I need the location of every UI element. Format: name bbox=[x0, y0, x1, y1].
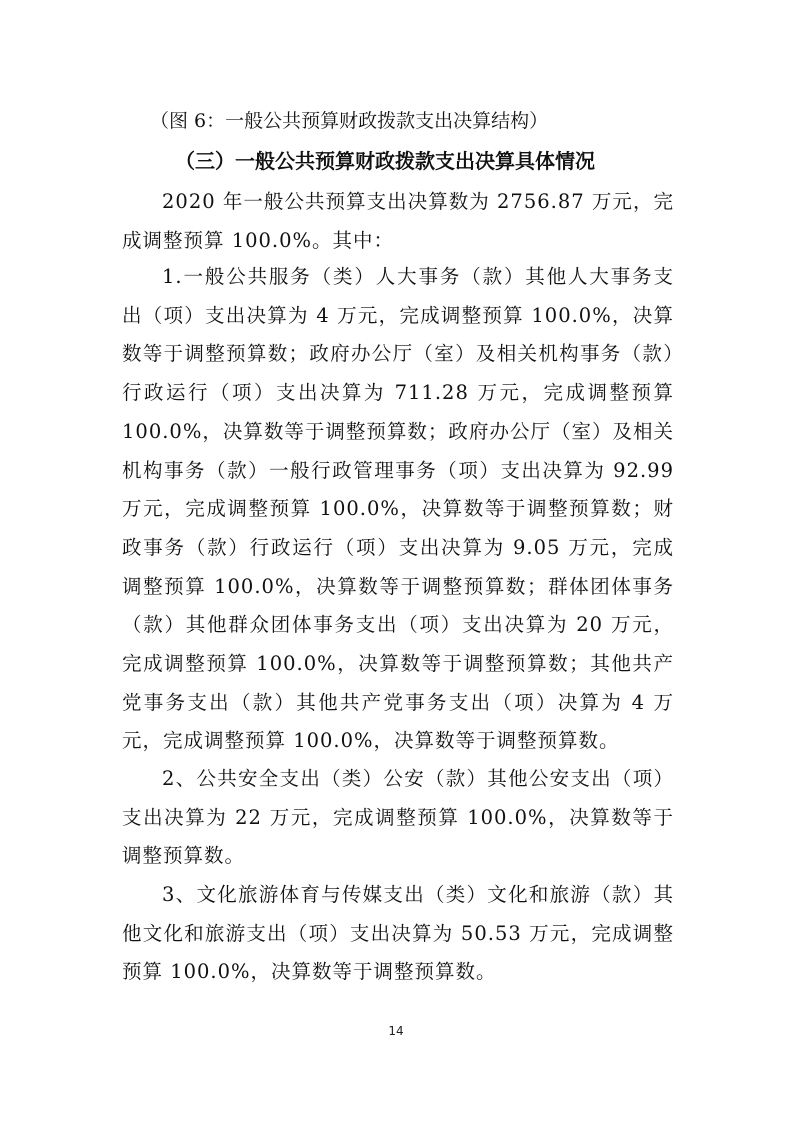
section-heading: （三）一般公共预算财政拨款支出决算具体情况 bbox=[175, 149, 595, 173]
paragraph-summary: 2020 年一般公共预算支出决算数为 2756.87 万元，完成调整预算 100.0%。其中： bbox=[122, 190, 674, 252]
figure-caption: （图 6：一般公共预算财政拨款支出决算结构） bbox=[150, 110, 549, 132]
paragraph-item-1: 1.一般公共服务（类）人大事务（款）其他人大事务支出（项）支出决算为 4 万元，完成调整预算 100.0%，决算数等于调整预算数；政府办公厅（室）及相关机构事务（款）行政运行（项）支出决算为 711.28 万元，完成调整预算 100.0%，决算数等于调整预算数；政府办公厅（室）及相关机构事务（款）一般行政管理事务（项）支出决算为 92.99 万元，完成调整预算 100.0%，决算数等于调整预算数；财政事务（款）行政运行（项）支出决算为 9.05 万元，完成调整预算 100.0%，决算数等于调整预算数；群体团体事务（款）其他群众团体事务支出（项）支出决算为 20 万元，完成调整预算 100.0%，决算数等于调整预算数；其他共产党事务支出（款）其他共产党事务支出（项）决算为 4 万元，完成调整预算 100.0%，决算数等于调整预算数。 bbox=[122, 265, 674, 753]
paragraph-item-2: 2、公共安全支出（类）公安（款）其他公安支出（项）支出决算为 22 万元，完成调整预算 100.0%，决算数等于调整预算数。 bbox=[122, 767, 674, 868]
paragraph-item-3: 3、文化旅游体育与传媒支出（类）文化和旅游（款）其他文化和旅游支出（项）支出决算为 50.53 万元，完成调整预算 100.0%，决算数等于调整预算数。 bbox=[122, 883, 674, 984]
page-number: 14 bbox=[388, 1024, 404, 1038]
